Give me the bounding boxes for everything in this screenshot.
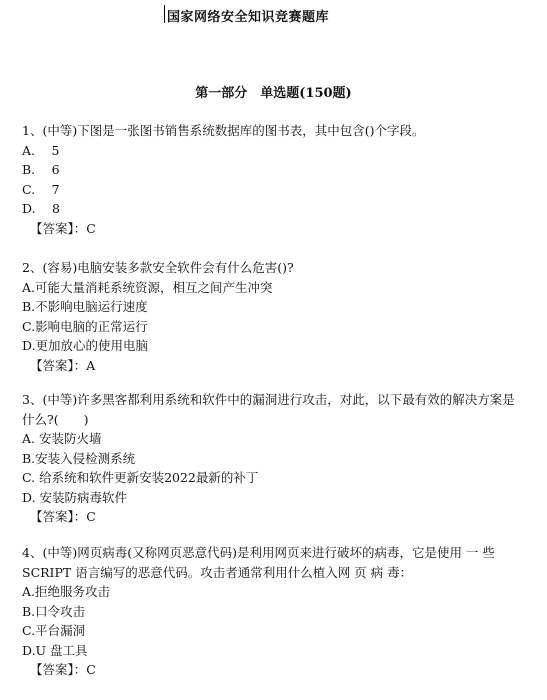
option-c: C. 给系统和软件更新安装2022最新的补丁 — [22, 470, 259, 485]
document-title: 国家网络安全知识竞赛题库 — [167, 10, 330, 25]
option-d: D. 安装防病毒软件 — [22, 489, 128, 505]
question-stem: 3、(中等)许多黑客都利用系统和软件中的漏洞进行攻击，对此，以下最有效的解决方案是什么?( ) — [22, 392, 515, 427]
question-2 — [22, 258, 522, 375]
answer-line: 【答案】：A — [30, 357, 96, 373]
question-stem: 2、(容易)电脑安装多款安全软件会有什么危害()? — [22, 260, 294, 275]
option-a: A.拒绝服务攻击 — [22, 584, 111, 599]
option-a: A. 安装防火墙 — [22, 431, 102, 446]
option-a: A. 5 — [22, 142, 60, 158]
option-d: D.U 盘工具 — [22, 642, 88, 658]
option-b: B.口令攻击 — [22, 603, 86, 619]
question-1 — [22, 121, 522, 238]
option-c: C.影响电脑的正常运行 — [22, 318, 148, 334]
question-stem: 4、(中等)网页病毒(又称网页恶意代码)是利用网页来进行破坏的病毒，它是使用 一 些SCRIPT 语言编写的恶意代码。攻击者通常利用什么植入网 页 病 毒： — [22, 545, 495, 580]
option-d: D.更加放心的使用电脑 — [22, 338, 149, 353]
option-d: D. 8 — [22, 201, 60, 216]
option-a: A.可能大量消耗系统资源，相互之间产生冲突 — [22, 279, 273, 295]
text-cursor — [164, 5, 165, 23]
option-b: B.安装入侵检测系统 — [22, 450, 136, 466]
answer-line: 【答案】：C — [30, 509, 96, 524]
answer-line: 【答案】：C — [30, 220, 96, 236]
answer-line: 【答案】：C — [30, 662, 96, 677]
option-c: C. 7 — [22, 181, 60, 197]
question-4 — [22, 543, 522, 680]
question-stem: 1、(中等)下图是一张图书销售系统数据库的图书表，其中包含()个字段。 — [22, 123, 425, 138]
section-title: 第一部分 单选题(150题) — [195, 86, 352, 101]
option-c: C.平台漏洞 — [22, 623, 86, 638]
option-b: B. 6 — [22, 162, 60, 177]
question-3 — [22, 390, 522, 527]
option-b: B.不影响电脑运行速度 — [22, 299, 148, 314]
